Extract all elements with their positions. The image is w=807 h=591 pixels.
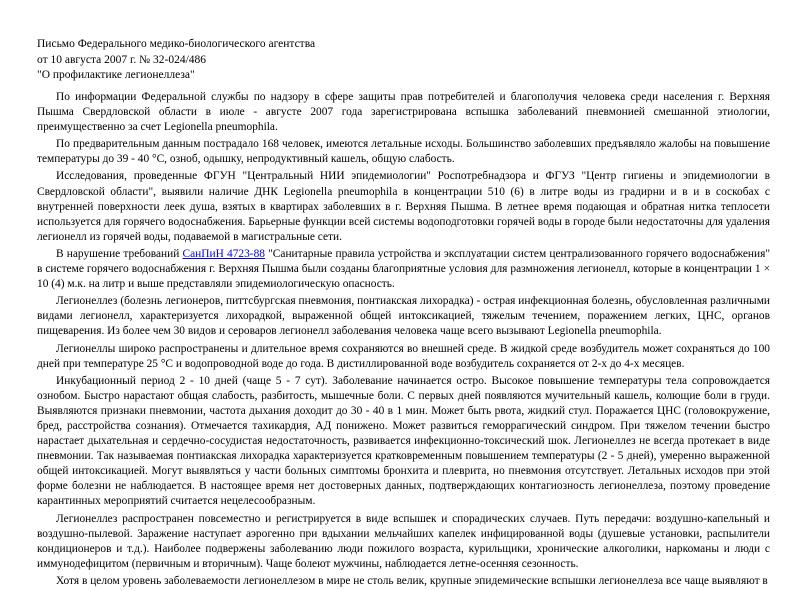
- paragraph-clinical-course: Инкубационный период 2 - 10 дней (чаще 5 - 7 сут). Заболевание начинается остро. Высокое повышение температуры тела сопровождается ознобом. Быстро нарастают общая слабость, разбитость, мышечные боли. С первых дней появляются мучительный кашель, колющие боли в груди. Выявляются признаки пневмонии, частота дыхания доходит до 30 - 40 в 1 мин. Может быть рвота, жидкий стул. Поражается ЦНС (головокружение, бред, расстройства сознания). Отмечается тахикардия, АД понижено. Может развиться геморрагический синдром. При тяжелом течении быстро нарастает дыхательная и сердечно-сосудистая недостаточность, развивается инфекционно-токсический шок. Легионеллез не всегда протекает в виде пневмонии. Так называемая понтиакская лихорадка характеризуется кратковременным повышением температуры (2 - 5 дней), умеренно выраженной общей интоксикацией. Могут выявляться у части больных симптомы бронхита и плеврита, но пневмония отсутствует. Летальных исходов при этой форме болезни не наблюдается. В настоящее время нет достоверных данных, подтверждающих контагиозность легионеллеза, поэтому проведение карантинных мероприятий считается нецелесообразным.: [37, 374, 770, 508]
- paragraph-sanpin-after: "Санитарные правила устройства и эксплуатации систем централизованного горячего водоснабжения" в системе горячего водоснабжения г. Верхняя Пышма были созданы благоприятные условия для размножения легионелл, которые в концентрации 1 × 10 (4) м.к. на литр и выше представляли эпидемиологическую опасность.: [37, 247, 771, 291]
- document-body: [37, 90, 770, 591]
- document-header: [37, 37, 315, 84]
- paragraph-sanpin-violation: [37, 247, 770, 292]
- paragraph-incidence: Хотя в целом уровень заболеваемости легионеллезом в мире не столь велик, крупные эпидемические вспышки легионеллеза все чаще выявляют в: [56, 574, 768, 587]
- paragraph-research: Исследования, проведенные ФГУН "Центральный НИИ эпидемиологии" Роспотребнадзора и ФГУЗ "Центр гигиены и эпидемиологии в Свердловской области", выявили наличие ДНК Legionella pneumophila в концентрации 510 (6) в литре воды из градирни и в и в соскобах с внутренней поверхности леек душа, взятых в квартирах заболевших в г. Верхняя Пышма. В летнее время подающая и обратная нитка теплосети используется для горячего водоснабжения. Барьерные функции всей системы водоподготовки горячей воды в городе были недостаточны для удаления легионелл из горячей воды, подаваемой в магистральные сети.: [37, 170, 770, 243]
- paragraph-transmission: Легионеллез распространен повсеместно и регистрируется в виде вспышек и спорадических случаев. Путь передачи: воздушно-капельный и воздушно-пылевой. Заражение наступает аэрогенно при вдыхании мельчайших капелек инфицированной воды (душевые установки, распылители кондиционеров и т.д.). Наиболее подвержены заболеванию люди пожилого возраста, курильщики, хронические алкоголики, наркоманы и люди с иммунодефицитом (первичным и вторичным). Чаще болеют мужчины, наблюдается летне-осенняя сезонность.: [37, 512, 770, 570]
- header-issuer: Письмо Федерального медико-биологического агентства: [37, 38, 316, 50]
- paragraph-preliminary-data: По предварительным данным пострадало 168 человек, имеются летальные исходы. Большинство заболевших предъявляло жалобы на повышение температуры до 39 - 40 °С, озноб, одышку, непродуктивный кашель, общую слабость.: [37, 138, 770, 166]
- paragraph-legionellosis-definition: Легионеллез (болезнь легионеров, питтсбургская пневмония, понтиакская лихорадка) - острая инфекционная болезнь, обусловленная различными видами легионелл, характеризуется лихорадкой, выраженной общей интоксикацией, тяжелым течением, поражением легких, ЦНС, органов пищеварения. Из более чем 30 видов и сероваров легионелл заболевания человека чаще всего вызывают Legionella pneumophila.: [37, 295, 770, 338]
- paragraph-sanpin-before: В нарушение требований: [56, 247, 183, 260]
- header-title: "О профилактике легионеллеза": [37, 69, 195, 81]
- paragraph-outbreak: По информации Федеральной службы по надзору в сфере защиты прав потребителей и благополучия человека среди населения г. Верхняя Пышма Свердловской области в июле - августе 2007 года зарегистрирована вспышка заболеваний пневмонией смешанной этиологии, преимущественно за счет Legionella pneumophila.: [37, 91, 770, 134]
- header-date-number: от 10 августа 2007 г. № 32-024/486: [37, 53, 207, 66]
- paragraph-environment-survival: Легионеллы широко распространены и длительное время сохраняются во внешней среде. В жидкой среде возбудитель может сохраняться до 100 дней при температуре 25 °С и водопроводной воде до года. В дистиллированной воде возбудитель сохраняется от 2-х до 4-х месяцев.: [37, 342, 770, 370]
- sanpin-link[interactable]: СанПиН 4723-88: [182, 247, 265, 260]
